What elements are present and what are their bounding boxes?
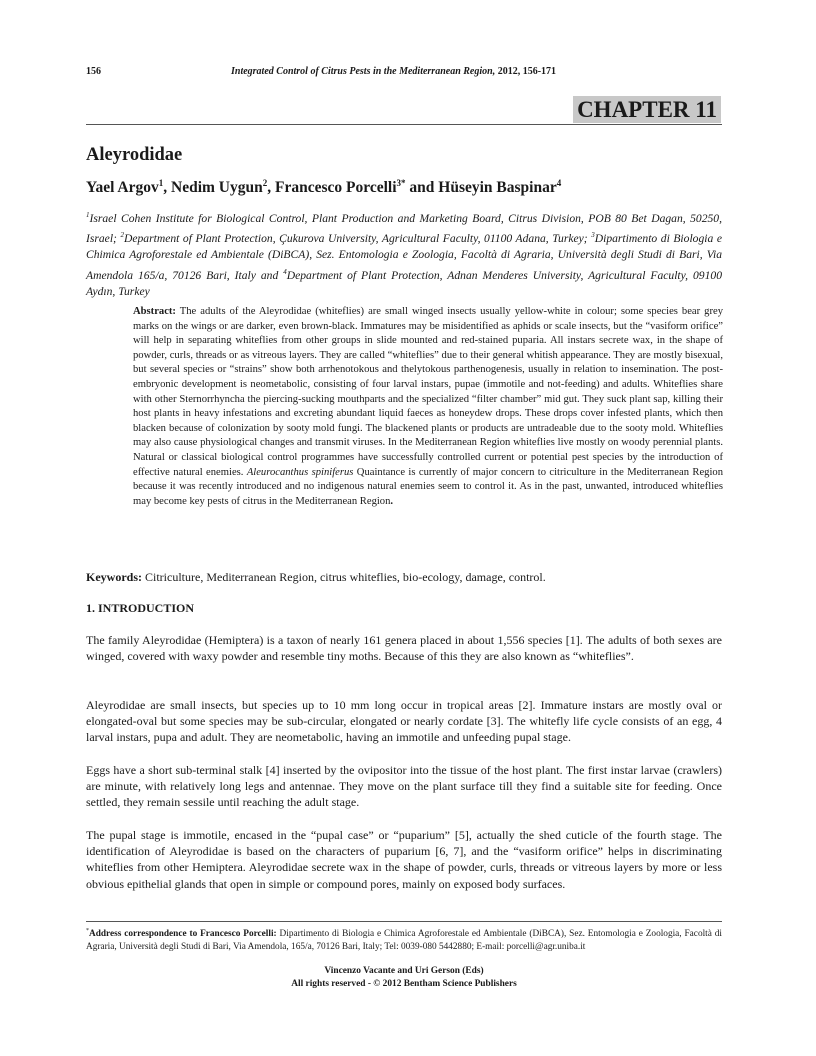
rights-line: All rights reserved - © 2012 Bentham Science Publishers xyxy=(291,979,517,990)
author-affiliation-mark: 2 xyxy=(262,178,268,188)
author-affiliation-mark: 3* xyxy=(396,178,406,188)
keywords-label: Keywords: xyxy=(86,570,142,584)
author: Francesco Porcelli xyxy=(275,179,397,197)
affiliation: Dipartimento di Biologia e Chimica Agroforestale ed Ambientale (DiBCA), Sez. Entomologia e Zoologia, Facoltà di Agraria, Università degli Studi di Bari, Via Amendola 165/a, 70126 Bari, Italy and xyxy=(86,232,722,282)
affiliation-mark: 1 xyxy=(86,211,90,219)
abstract-text-cont: Quaintance is currently of major concern to citriculture in the Mediterranean Region because it was recently introduced and no indigenous natural enemies seem to control it. As in the past, unwanted, introduced whiteflies may become key pests of citrus in the Mediterranean Region xyxy=(133,466,723,507)
footnote-text: Dipartimento di Biologia e Chimica Agroforestale ed Ambientale (DiBCA), Sez. Entomologia e Zoologia, Facoltà di Agraria, Università degli Studi di Bari, Via Amendola, 165/a, 70126 Bari, Italy; Tel: 0039-080 5442880; E-mail: porcelli@agr.uniba.it xyxy=(86,929,723,953)
section-heading: 1. INTRODUCTION xyxy=(86,601,195,615)
correspondence-footnote xyxy=(86,925,722,955)
author-separator: and xyxy=(405,179,439,197)
affiliation: Department of Plant Protection, Adnan Menderes University, Agricultural Faculty, 09100 Aydın, Turkey xyxy=(86,268,722,298)
abstract xyxy=(133,305,723,509)
body-paragraph: The pupal stage is immotile, encased in the “pupal case” or “puparium” [5], actually the shed cuticle of the fourth stage. The identification of Aleyrodidae is based on the characters of puparium [6, 7], and the “vasiform orifice” helps in discriminating whiteflies from other Hemiptera. Aleyrodidae secrete wax in the shape of powder, curls, threads or vitreous layers by more or less obvious epithelial glands that open in simple or compound pores, mainly on exposed body surfaces. xyxy=(86,828,722,891)
author-separator: , xyxy=(267,179,275,197)
chapter-label: CHAPTER 11 xyxy=(573,96,721,123)
author: Hüseyin Baspinar xyxy=(438,179,557,197)
affiliation: Israel Cohen Institute for Biological Control, Plant Production and Marketing Board, Citrus Division, POB 80 Bet Dagan, 50250, Israel; xyxy=(86,211,722,246)
affiliation-mark: 3 xyxy=(591,231,595,240)
journal-title: Integrated Control of Citrus Pests in the Mediterranean Region, xyxy=(231,66,496,77)
editors-line: Vincenzo Vacante and Uri Gerson (Eds) xyxy=(324,966,484,976)
publisher-info xyxy=(86,965,722,992)
footnote-divider xyxy=(86,921,722,922)
keywords-text: Citriculture, Mediterranean Region, citrus whiteflies, bio-ecology, damage, control. xyxy=(142,570,546,584)
chapter-title: Aleyrodidae xyxy=(86,145,183,165)
author-list xyxy=(86,178,561,197)
author-affiliation-mark: 4 xyxy=(556,178,562,188)
abstract-text: The adults of the Aleyrodidae (whiteflies) are small winged insects usually yellow-white in colour; some species bear grey marks on the wings or are darker, even brown-black. Immatures may be misidentified as aphids or scale insects, but the “vasiform orifice” will help in separating whiteflies from other groups in slide mounted and red-stained puparia. All instars secrete wax, in the shape of powder, curls, threads or as vitreous layers. They are called “whiteflies” due to their general whitish appearance. They are mostly bisexual, but several species or “strains” show both arrhenotokous and thelytokous parthenogenesis, usually in relation to insemination. The post-embryonic development is neometabolic, consisting of four larval instars, pupae (immotile and not-feeding) and adults. Whiteflies share with other Sternorrhyncha the piercing-sucking mouthparts and the specialized “filter chamber” mid gut. They suck plant sap, killing their host plants in heavy infestations and excreting abundant liquid faeces as honeydew drops. These drops cover infested plants, which then blacken because of colonization by sooty mold fungi. The blackened plants or products are untradeable due to the sooty mold. Whiteflies may also cause physiological changes and transmit viruses. In the Mediterranean Region whiteflies live mostly on woody perennial plants. Natural or classical biological control programmes have successfully controlled current or potential pest species by the introduction of effective natural enemies. xyxy=(133,306,723,478)
affiliation: Department of Plant Protection, Çukurova University, Agricultural Faculty, 01100 Adana, Turkey; xyxy=(123,232,592,246)
abstract-end: . xyxy=(390,495,394,507)
author-affiliation-mark: 1 xyxy=(158,178,164,188)
author-separator: , xyxy=(163,179,172,197)
affiliation-mark: 2 xyxy=(120,231,124,240)
body-paragraph: Aleyrodidae are small insects, but species up to 10 mm long occur in tropical areas [2]. Immature instars are mostly oval or elongated-oval but some species may be sub-circular, elongated or nearly cordate [3]. The whitefly life cycle consists of an egg, 4 larval instars, pupa and adult. They are neometabolic, having an immotile and unfeeding pupal stage. xyxy=(86,698,722,745)
journal-citation xyxy=(231,66,556,77)
keywords xyxy=(86,570,722,585)
body-paragraph: Eggs have a short sub-terminal stalk [4] inserted by the ovipositor into the tissue of the host plant. The first instar larvae (crawlers) are minute, with relatively long legs and antennae. They move on the plant surface till they find a suitable site for feeding. Once settled, they remain sessile until reaching the adult stage. xyxy=(86,763,722,810)
page-number: 156 xyxy=(86,66,101,77)
affiliations xyxy=(86,207,722,300)
author: Yael Argov xyxy=(86,179,159,197)
header-divider xyxy=(86,124,722,125)
footnote-mark: * xyxy=(86,928,89,934)
footnote-label: Address correspondence to Francesco Porcelli: xyxy=(89,929,277,940)
body-paragraph: The family Aleyrodidae (Hemiptera) is a taxon of nearly 161 genera placed in about 1,556 species [1]. The adults of both sexes are winged, covered with waxy powder and resemble tiny moths. Because of this they are also known as “whiteflies”. xyxy=(86,633,722,664)
abstract-label: Abstract: xyxy=(133,306,176,317)
species-name: Aleurocanthus spiniferus xyxy=(246,466,354,478)
author: Nedim Uygun xyxy=(171,179,263,197)
affiliation-mark: 4 xyxy=(283,267,287,276)
journal-year-pages: 2012, 156-171 xyxy=(495,66,557,77)
